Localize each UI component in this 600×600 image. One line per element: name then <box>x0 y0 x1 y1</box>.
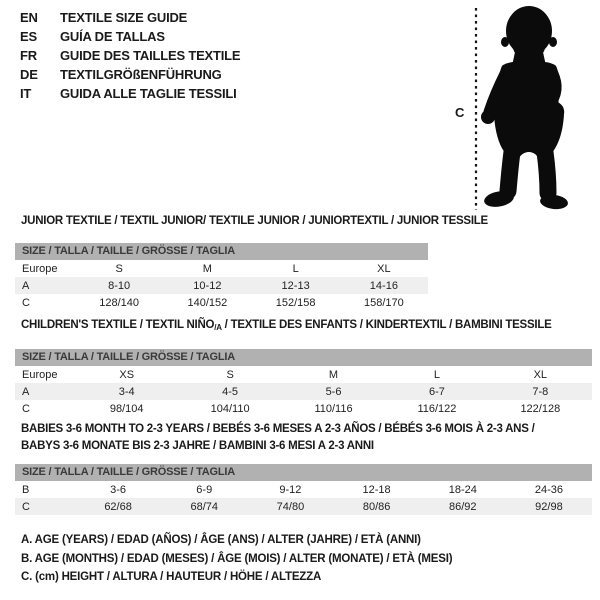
table-row-age <box>15 383 592 400</box>
table-cell: 3-4 <box>118 385 135 398</box>
title-subscript: /A <box>214 323 222 332</box>
table-cell: S <box>226 368 234 381</box>
table-cell: 98/104 <box>109 402 144 415</box>
table-cell: 62/68 <box>104 500 132 513</box>
guide-title-en: TEXTILE SIZE GUIDE <box>60 10 188 25</box>
table-cell: 14-16 <box>369 279 398 292</box>
language-code: DE <box>20 67 38 82</box>
table-cell: 10-12 <box>193 279 222 292</box>
legend-notes <box>21 531 452 587</box>
junior-textile-section <box>15 213 488 311</box>
height-measure-label: C <box>455 105 465 120</box>
babies-textile-section <box>15 421 592 515</box>
guide-title-fr: GUIDE DES TAILLES TEXTILE <box>60 48 241 63</box>
table-cell: 18-24 <box>448 483 477 496</box>
title-part: / TEXTILE DES ENFANTS / KINDERTEXTIL / BAMBINI TESSILE <box>221 319 552 331</box>
babies-title-line2: BABYS 3-6 MONATE BIS 2-3 JAHRE / BAMBINI 3-6 MESI A 2-3 ANNI <box>21 440 374 452</box>
table-cell: M <box>202 262 212 275</box>
size-header-bar: SIZE / TALLA / TAILLE / GRÖSSE / TAGLIA <box>15 243 428 260</box>
junior-table-title: JUNIOR TEXTILE / TEXTIL JUNIOR/ TEXTILE JUNIOR / JUNIORTEXTIL / JUNIOR TESSILE <box>21 215 488 227</box>
table-cell: M <box>328 368 339 381</box>
guide-title-it: GUIDA ALLE TAGLIE TESSILI <box>60 86 237 101</box>
toddler-silhouette-icon <box>452 2 582 214</box>
row-label: A <box>22 279 30 292</box>
table-cell: 104/110 <box>210 402 250 415</box>
junior-size-table <box>15 243 428 311</box>
table-cell: 9-12 <box>279 483 302 496</box>
legend-note-a: A. AGE (YEARS) / EDAD (AÑOS) / ÂGE (ANS) / ALTER (JAHRE) / ETÀ (ANNI) <box>21 534 421 546</box>
language-row-de <box>20 65 240 84</box>
size-header-bar: SIZE / TALLA / TAILLE / GRÖSSE / TAGLIA <box>15 464 592 481</box>
row-label: Europe <box>22 368 58 381</box>
table-cell: 4-5 <box>222 385 239 398</box>
legend-note-c: C. (cm) HEIGHT / ALTURA / HAUTEUR / HÖHE / ALTEZZA <box>21 571 322 583</box>
language-code: EN <box>20 10 38 25</box>
babies-table-title <box>21 421 592 455</box>
row-label: C <box>22 402 30 415</box>
table-cell: 86/92 <box>449 500 477 513</box>
row-label: C <box>22 500 30 513</box>
table-cell: 80/86 <box>362 500 391 513</box>
language-code: IT <box>20 86 32 101</box>
table-cell: 140/152 <box>187 296 228 309</box>
legend-note-b: B. AGE (MONTHS) / EDAD (MESES) / ÂGE (MOIS) / ALTER (MONATE) / ETÀ (MESI) <box>21 552 453 565</box>
table-cell: 12-13 <box>281 279 310 292</box>
table-cell: 12-18 <box>362 483 391 496</box>
table-row-europe <box>15 366 592 383</box>
language-code: ES <box>20 29 37 44</box>
children-table-title <box>21 317 592 336</box>
table-row-height <box>15 400 592 417</box>
guide-title-de: TEXTILGRÖßENFÜHRUNG <box>60 67 222 82</box>
table-cell: 68/74 <box>190 500 219 513</box>
babies-title-line1: BABIES 3-6 MONTH TO 2-3 YEARS / BEBÉS 3-6 MESES A 2-3 AÑOS / BÉBÉS 3-6 MOIS À 2-3 ANS / <box>21 423 535 435</box>
table-row-age <box>15 277 428 294</box>
language-row-fr <box>20 46 240 65</box>
table-cell: 122/128 <box>520 402 561 415</box>
table-cell: 5-6 <box>325 385 342 398</box>
table-cell: 24-36 <box>534 483 564 496</box>
table-cell: S <box>115 262 123 275</box>
table-cell: XS <box>119 368 135 381</box>
size-header-bar: SIZE / TALLA / TAILLE / GRÖSSE / TAGLIA <box>15 349 592 366</box>
language-row-es <box>20 27 240 46</box>
table-cell: 152/158 <box>275 296 316 309</box>
table-cell: 92/98 <box>535 500 563 513</box>
title-part: CHILDREN'S TEXTILE / TEXTIL NIÑO <box>21 319 215 331</box>
table-cell: 116/122 <box>417 402 457 415</box>
language-title-list <box>20 8 240 103</box>
language-row-en <box>20 8 240 27</box>
table-cell: L <box>292 262 299 275</box>
table-cell: 7-8 <box>532 385 549 398</box>
language-code: FR <box>20 48 37 63</box>
table-cell: 128/140 <box>99 296 139 309</box>
row-label: C <box>22 296 30 309</box>
guide-title-es: GUÍA DE TALLAS <box>60 29 165 44</box>
table-cell: 6-9 <box>196 483 213 496</box>
table-row-age-months <box>15 481 592 498</box>
table-cell: XL <box>533 368 548 381</box>
babies-size-table <box>15 464 592 515</box>
children-size-table <box>15 349 592 417</box>
table-row-europe <box>15 260 428 277</box>
children-textile-section <box>15 317 592 417</box>
row-label: A <box>22 385 30 398</box>
row-label: Europe <box>22 262 58 275</box>
table-cell: 6-7 <box>428 385 445 398</box>
table-row-height <box>15 294 428 311</box>
table-cell: 8-10 <box>108 279 131 292</box>
table-cell: 158/170 <box>363 296 404 309</box>
language-row-it <box>20 84 240 103</box>
table-cell: 74/80 <box>276 500 305 513</box>
table-cell: L <box>433 368 440 381</box>
table-row-height <box>15 498 592 515</box>
table-cell: XL <box>377 262 391 275</box>
table-cell: 3-6 <box>110 483 127 496</box>
row-label: B <box>22 483 30 496</box>
table-cell: 110/116 <box>314 402 353 415</box>
